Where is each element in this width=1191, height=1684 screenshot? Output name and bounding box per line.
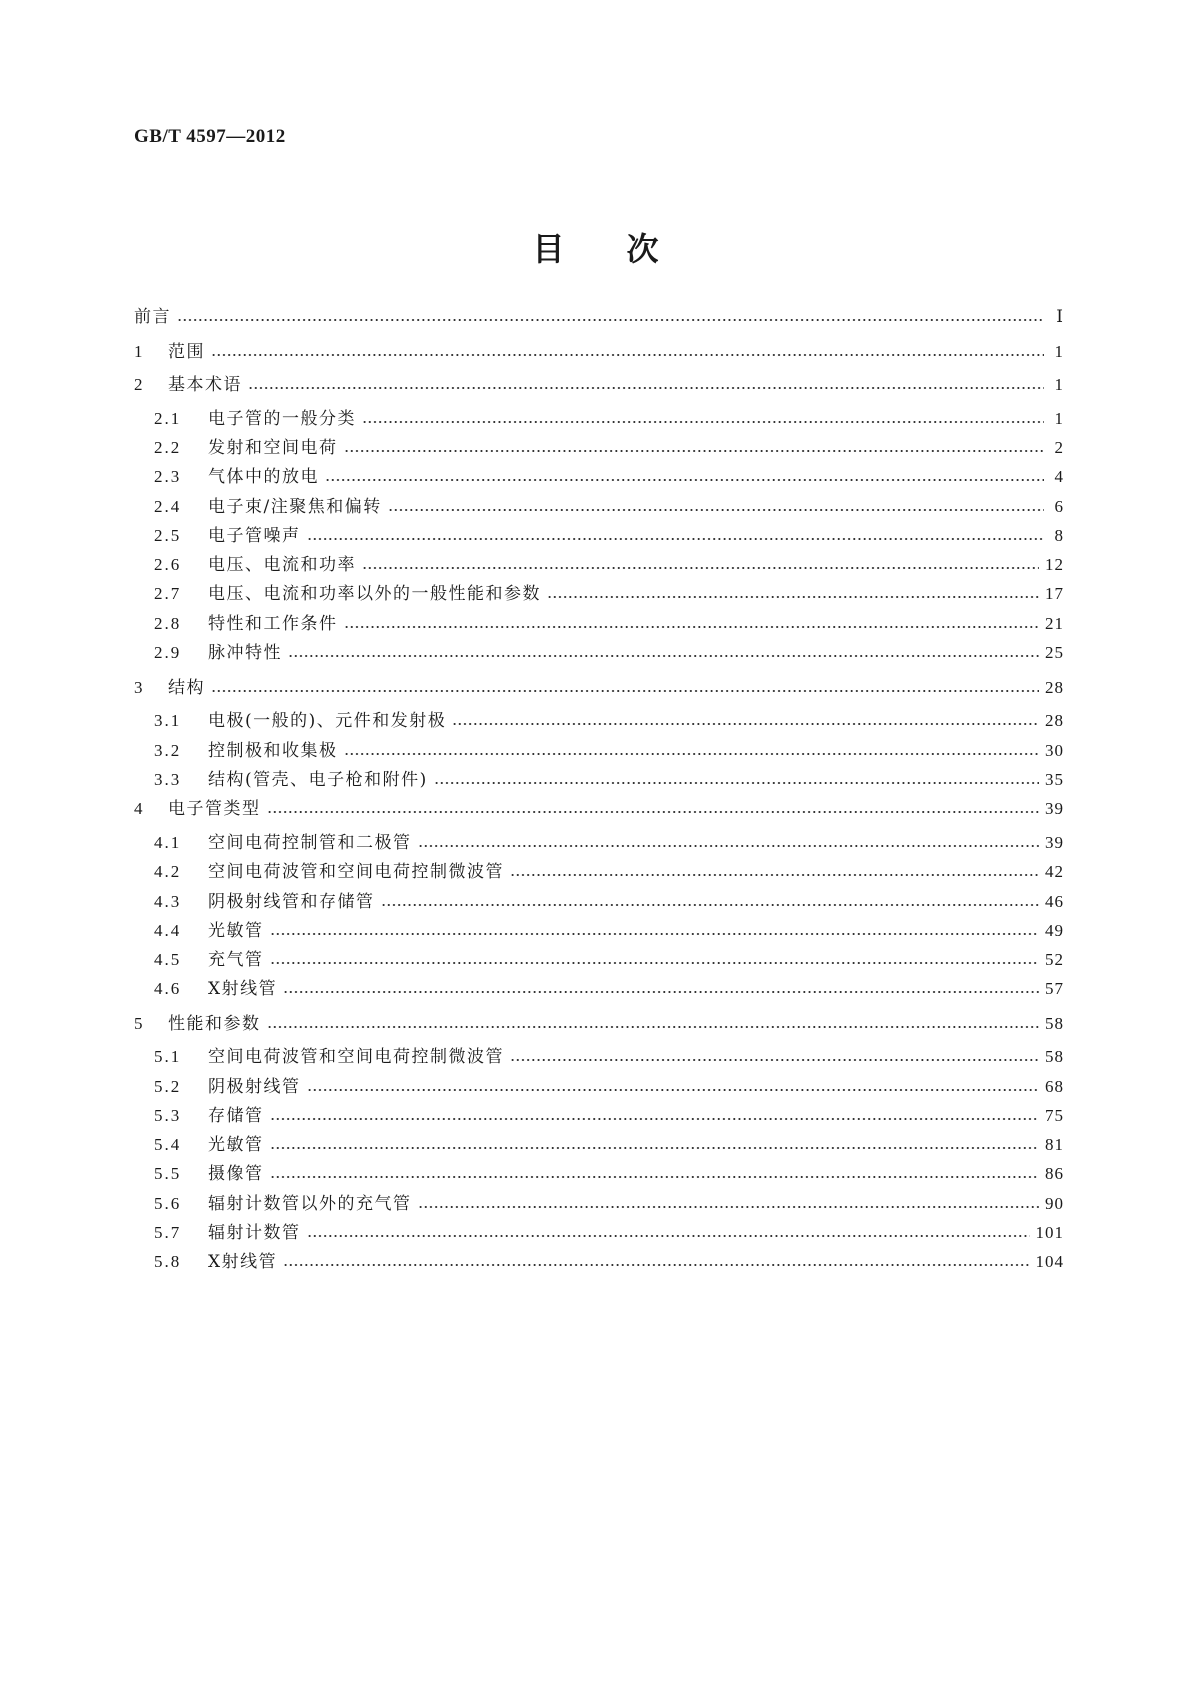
- toc-entry-page: 68: [1045, 1077, 1064, 1096]
- toc-entry-label: 结构: [168, 678, 205, 698]
- toc-entry-page: 46: [1045, 892, 1064, 911]
- toc-entry-label: 充气管: [208, 950, 264, 970]
- toc-entry-number: 3.3: [154, 770, 182, 789]
- toc-entry[interactable]: [154, 890, 1064, 914]
- toc-leader: [418, 843, 1040, 849]
- toc-leader: [267, 1024, 1040, 1030]
- toc-entry[interactable]: [134, 340, 1064, 364]
- toc-leader: [510, 872, 1039, 878]
- toc-entry-number: 2.4: [154, 497, 182, 516]
- toc-entry-label: 空间电荷波管和空间电荷控制微波管: [208, 1047, 504, 1067]
- toc-entry-label: 电子管类型: [168, 799, 261, 819]
- toc-leader: [283, 989, 1039, 995]
- toc-entry-number: 2: [134, 375, 145, 394]
- toc-entry-page: 28: [1045, 711, 1064, 730]
- toc-entry-page: 49: [1045, 921, 1064, 940]
- toc-leader: [288, 653, 1039, 659]
- toc-leader: [344, 751, 1040, 757]
- toc-entry[interactable]: [154, 831, 1064, 855]
- toc-entry-number: 2.1: [154, 409, 182, 428]
- toc-entry-page: 1: [1054, 342, 1064, 361]
- toc-entry-label: 摄像管: [208, 1164, 264, 1184]
- toc-entry[interactable]: [154, 495, 1064, 519]
- toc-leader: [307, 1087, 1040, 1093]
- toc-entry[interactable]: [154, 1221, 1064, 1245]
- toc-entry-label: 脉冲特性: [208, 643, 282, 663]
- toc-entry-label: 电压、电流和功率以外的一般性能和参数: [208, 584, 541, 604]
- toc-entry-number: 4.5: [154, 950, 182, 969]
- toc-entry-number: 2.2: [154, 438, 182, 457]
- toc-entry-page: 75: [1045, 1106, 1064, 1125]
- toc-entry-label: 辐射计数管: [208, 1223, 301, 1243]
- toc-entry-number: 2.9: [154, 643, 182, 662]
- toc-entry-number: 4.4: [154, 921, 182, 940]
- toc-entry-label: 阴极射线管: [208, 1077, 301, 1097]
- toc-leader: [434, 780, 1039, 786]
- toc-entry-page: 28: [1045, 678, 1064, 697]
- toc-entry[interactable]: [154, 1075, 1064, 1099]
- toc-leader: [283, 1262, 1029, 1268]
- toc-entry-label: 电子束/注聚焦和偏转: [208, 497, 382, 517]
- toc-entry[interactable]: [154, 1250, 1064, 1274]
- toc-entry-label: 性能和参数: [168, 1014, 261, 1034]
- toc-entry-label: 辐射计数管以外的充气管: [208, 1194, 412, 1214]
- toc-entry[interactable]: [154, 1162, 1064, 1186]
- toc-entry[interactable]: [154, 768, 1064, 792]
- toc-entry-label: 阴极射线管和存储管: [208, 892, 375, 912]
- toc-leader: [510, 1057, 1039, 1063]
- toc-entry-number: 4.3: [154, 892, 182, 911]
- toc-entry-number: 3.1: [154, 711, 182, 730]
- toc-entry-page: 58: [1045, 1047, 1064, 1066]
- toc-leader: [270, 931, 1040, 937]
- toc-entry[interactable]: [154, 1192, 1064, 1216]
- toc-entry-number: 5.1: [154, 1047, 182, 1066]
- toc-leader: [362, 419, 1044, 425]
- toc-entry-number: 4.6: [154, 979, 182, 998]
- toc-leader: [307, 536, 1045, 542]
- toc-entry[interactable]: [134, 305, 1064, 329]
- toc-entry-number: 3: [134, 678, 145, 697]
- toc-entry-label: 电子管的一般分类: [208, 409, 356, 429]
- toc-entry-page: 1: [1054, 375, 1064, 394]
- toc-entry-label: 空间电荷波管和空间电荷控制微波管: [208, 862, 504, 882]
- toc-leader: [547, 594, 1039, 600]
- toc-entry-page: 58: [1045, 1014, 1064, 1033]
- toc-leader: [211, 688, 1039, 694]
- toc-entry-page: 39: [1045, 833, 1064, 852]
- toc-entry[interactable]: [154, 553, 1064, 577]
- toc-entry[interactable]: [134, 1012, 1064, 1036]
- toc-entry[interactable]: [154, 860, 1064, 884]
- toc-entry-number: 2.7: [154, 584, 182, 603]
- toc-entry-number: 2.5: [154, 526, 182, 545]
- toc-entry[interactable]: [154, 739, 1064, 763]
- toc-entry-label: 范围: [168, 342, 205, 362]
- page-title-char-1: 目: [532, 230, 565, 268]
- toc-leader: [344, 624, 1040, 630]
- toc-entry-page: 86: [1045, 1164, 1064, 1183]
- toc-entry-page: 90: [1045, 1194, 1064, 1213]
- toc-leader: [344, 448, 1045, 454]
- toc-leader: [270, 1145, 1040, 1151]
- toc-entry-number: 5.3: [154, 1106, 182, 1125]
- toc-entry[interactable]: [154, 709, 1064, 733]
- toc-entry[interactable]: [154, 977, 1064, 1001]
- toc-entry-page: 12: [1045, 555, 1064, 574]
- toc-entry[interactable]: [154, 919, 1064, 943]
- toc-entry-page: 57: [1045, 979, 1064, 998]
- toc-entry[interactable]: [154, 1104, 1064, 1128]
- toc-entry-number: 2.3: [154, 467, 182, 486]
- toc-entry-label: 电压、电流和功率: [208, 555, 356, 575]
- toc-entry[interactable]: [134, 797, 1064, 821]
- toc-leader: [418, 1204, 1040, 1210]
- toc-entry-page: 35: [1045, 770, 1064, 789]
- toc-entry-page: Ⅰ: [1056, 307, 1064, 326]
- toc-entry-number: 4: [134, 799, 145, 818]
- toc-entry-number: 5.4: [154, 1135, 182, 1154]
- toc-entry-page: 2: [1054, 438, 1064, 457]
- toc-entry[interactable]: [154, 407, 1064, 431]
- toc-entry-page: 81: [1045, 1135, 1064, 1154]
- toc-entry-label: 基本术语: [168, 375, 242, 395]
- toc-entry-label: 光敏管: [208, 921, 264, 941]
- toc-entry[interactable]: [154, 582, 1064, 606]
- toc-entry-page: 25: [1045, 643, 1064, 662]
- standard-code: GB/T 4597—2012: [134, 126, 286, 147]
- page-title-char-2: 次: [626, 230, 659, 268]
- toc-entry-label: 空间电荷控制管和二极管: [208, 833, 412, 853]
- toc-entry-label: X射线管: [208, 979, 278, 999]
- toc-entry-page: 6: [1054, 497, 1064, 516]
- toc-entry-page: 52: [1045, 950, 1064, 969]
- toc-leader: [381, 902, 1040, 908]
- toc-entry[interactable]: [154, 612, 1064, 636]
- toc-entry[interactable]: [154, 1045, 1064, 1069]
- toc-leader: [211, 352, 1044, 358]
- toc-entry-label: 光敏管: [208, 1135, 264, 1155]
- toc-entry-label: 电极(一般的)、元件和发射极: [208, 711, 447, 731]
- toc-leader: [177, 317, 1044, 323]
- toc-entry-number: 5.5: [154, 1164, 182, 1183]
- toc-entry-page: 104: [1035, 1252, 1064, 1271]
- toc-entry-number: 2.6: [154, 555, 182, 574]
- toc-entry-number: 3.2: [154, 741, 182, 760]
- toc-leader: [270, 960, 1040, 966]
- toc-entry-number: 4.2: [154, 862, 182, 881]
- toc-entry-number: 5.2: [154, 1077, 182, 1096]
- toc-entry-page: 21: [1045, 614, 1064, 633]
- toc-entry-label: 电子管噪声: [208, 526, 301, 546]
- table-of-contents: [134, 0, 1064, 1684]
- toc-entry-number: 4.1: [154, 833, 182, 852]
- toc-entry-label: 发射和空间电荷: [208, 438, 338, 458]
- toc-entry-page: 101: [1035, 1223, 1064, 1242]
- toc-entry-label: 存储管: [208, 1106, 264, 1126]
- toc-entry-page: 30: [1045, 741, 1064, 760]
- toc-entry-number: 1: [134, 342, 145, 361]
- toc-entry-page: 8: [1054, 526, 1064, 545]
- toc-leader: [267, 809, 1040, 815]
- toc-entry-number: 2.8: [154, 614, 182, 633]
- toc-entry-number: 5.6: [154, 1194, 182, 1213]
- toc-entry[interactable]: [154, 641, 1064, 665]
- toc-entry-label: 气体中的放电: [208, 467, 319, 487]
- toc-entry[interactable]: [134, 676, 1064, 700]
- toc-entry[interactable]: [154, 948, 1064, 972]
- toc-entry-label: 特性和工作条件: [208, 614, 338, 634]
- toc-leader: [452, 721, 1039, 727]
- toc-entry-label: 前言: [134, 307, 171, 327]
- toc-entry-page: 42: [1045, 862, 1064, 881]
- toc-leader: [362, 565, 1039, 571]
- toc-entry-number: 5: [134, 1014, 145, 1033]
- toc-entry-page: 4: [1054, 467, 1064, 486]
- toc-leader: [248, 385, 1044, 391]
- toc-leader: [388, 507, 1044, 513]
- toc-entry[interactable]: [154, 524, 1064, 548]
- toc-entry-page: 17: [1045, 584, 1064, 603]
- toc-entry-number: 5.7: [154, 1223, 182, 1242]
- toc-entry-page: 1: [1054, 409, 1064, 428]
- toc-entry-label: 结构(管壳、电子枪和附件): [208, 770, 428, 790]
- toc-entry[interactable]: [154, 465, 1064, 489]
- toc-leader: [325, 477, 1044, 483]
- toc-entry-page: 39: [1045, 799, 1064, 818]
- toc-entry-label: 控制极和收集极: [208, 741, 338, 761]
- toc-entry[interactable]: [154, 1133, 1064, 1157]
- toc-leader: [307, 1233, 1030, 1239]
- toc-entry-number: 5.8: [154, 1252, 182, 1271]
- toc-leader: [270, 1174, 1040, 1180]
- toc-entry[interactable]: [134, 373, 1064, 397]
- toc-leader: [270, 1116, 1040, 1122]
- toc-entry[interactable]: [154, 436, 1064, 460]
- toc-entry-label: X射线管: [208, 1252, 278, 1272]
